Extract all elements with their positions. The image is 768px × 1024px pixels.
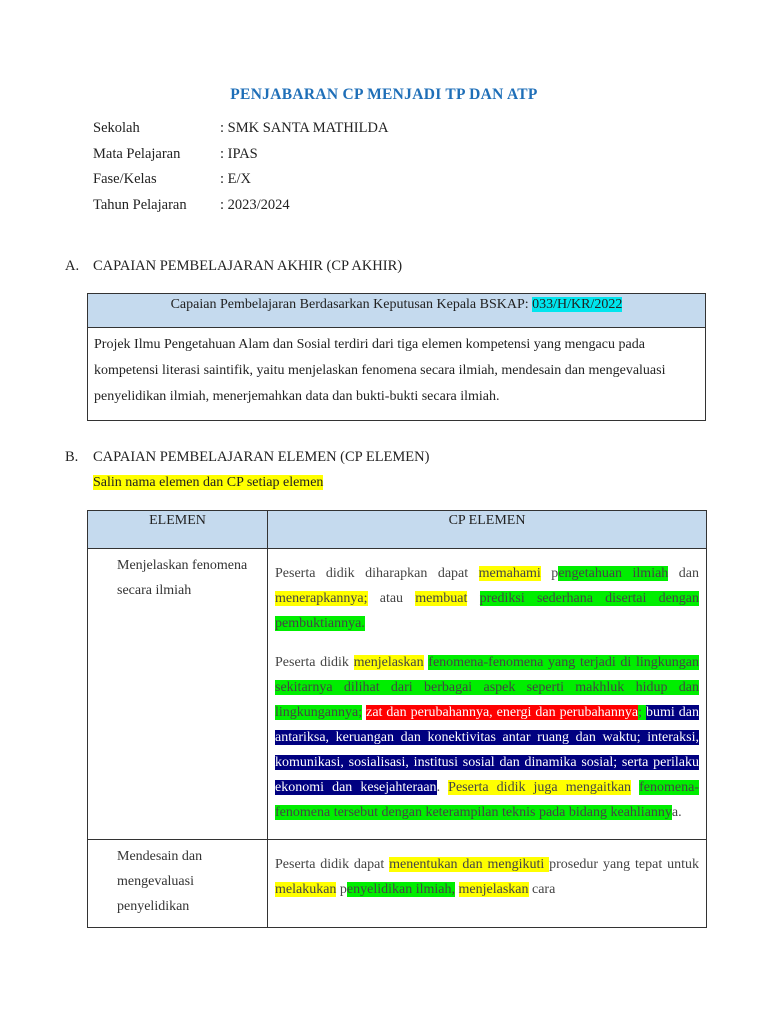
document-meta	[93, 120, 388, 222]
table-row	[88, 549, 707, 840]
cp-akhir-box	[87, 293, 706, 421]
highlight-yellow: memahami	[478, 566, 541, 581]
instruction-note	[93, 475, 323, 491]
table-header-row	[88, 511, 707, 549]
highlight-yellow: menjelaskan	[458, 882, 529, 897]
highlight-green: fenomena-fenomena yang terjadi di lingkungan sekitarnya dilihat dari berbagai aspek seperti makhluk hidup dan lingkungannya;	[275, 655, 699, 720]
cp-text: .	[436, 780, 449, 795]
cp-text: a.	[671, 805, 682, 820]
highlight-yellow: melakukan	[275, 882, 337, 897]
highlight-navy: bumi dan antariksa, keruangan dan konektivitas antar ruang dan waktu; interaksi, komunikasi, sosialisasi, institusi sosial dan dinamika sosial; serta perilaku ekonomi dan kesejahteraan	[275, 705, 699, 795]
table-body	[88, 549, 707, 928]
meta-label: Fase/Kelas	[93, 171, 157, 187]
element-name: Mendesain dan mengevaluasi penyelidikan	[88, 840, 268, 928]
section-b-heading	[65, 449, 429, 466]
meta-value: : E/X	[220, 171, 252, 187]
highlight-green: enyelidikan ilmiah,	[346, 882, 456, 897]
meta-label: Mata Pelajaran	[93, 145, 181, 162]
highlight-yellow: menjelaskan	[353, 655, 424, 670]
cp-text	[631, 780, 639, 795]
meta-label: Sekolah	[93, 120, 140, 136]
element-name: Menjelaskan fenomena secara ilmiah	[88, 549, 268, 840]
element-cp	[268, 840, 707, 928]
document-title: PENJABARAN CP MENJADI TP DAN ATP	[230, 86, 538, 103]
highlight-green: prediksi sederhana disertai dengan pembuktiannya.	[275, 591, 699, 631]
cp-text: cara	[528, 882, 556, 897]
section-a-letter: A.	[65, 258, 80, 274]
cp-text: p	[336, 882, 347, 897]
meta-value: : 2023/2024	[220, 196, 290, 213]
section-a-title: CAPAIAN PEMBELAJARAN AKHIR (CP AKHIR)	[93, 258, 403, 274]
meta-row	[93, 146, 388, 172]
highlight-red: zat dan perubahannya, energi dan perubahannya	[366, 705, 639, 720]
cp-akhir-body: Projek Ilmu Pengetahuan Alam dan Sosial terdiri dari tiga elemen kompetensi yang mengacu pada kompetensi literasi saintifik, yaitu menjelaskan fenomena secara ilmiah, mendesain dan mengevaluasi penyelidikan ilmiah, menerjemahkan data dan bukti-bukti secara ilmiah.	[94, 337, 666, 404]
cp-paragraph	[275, 561, 699, 636]
cp-akhir-header	[88, 294, 705, 328]
section-b-letter: B.	[65, 449, 79, 465]
cp-text: prosedur yang tepat untuk	[549, 857, 699, 872]
cp-text	[455, 882, 459, 897]
section-a-heading	[65, 258, 402, 275]
cp-akhir-header-text: Capaian Pembelajaran Berdasarkan Keputusan Kepala BSKAP:	[170, 297, 533, 312]
cp-text: Peserta didik dapat	[275, 857, 390, 872]
highlight-yellow: menentukan dan mengikuti	[389, 857, 550, 872]
cp-paragraph	[275, 650, 699, 825]
highlight-green: fenomena-fenomena tersebut dengan keterampilan teknis pada bidang keahlianny	[275, 780, 699, 820]
header-cp-elemen: CP ELEMEN	[268, 511, 707, 549]
cp-text: dan	[668, 566, 700, 581]
instruction-text: Salin nama elemen dan CP setiap elemen	[93, 475, 324, 490]
highlight-yellow: menerapkannya;	[275, 591, 368, 606]
cp-text	[467, 591, 479, 606]
cp-text: atau	[367, 591, 416, 606]
header-elemen: ELEMEN	[88, 511, 268, 549]
highlight-green: ;	[638, 705, 646, 720]
meta-row	[93, 171, 388, 197]
bskap-code: 033/H/KR/2022	[532, 297, 623, 312]
cp-text: Peserta didik	[275, 655, 354, 670]
table-row	[88, 840, 707, 928]
meta-value: : IPAS	[220, 145, 258, 162]
highlight-green: engetahuan ilmiah	[558, 566, 669, 581]
section-b-title: CAPAIAN PEMBELAJARAN ELEMEN (CP ELEMEN)	[93, 449, 430, 465]
meta-row	[93, 120, 388, 146]
highlight-yellow: membuat	[415, 591, 468, 606]
cp-text: Peserta didik diharapkan dapat	[275, 566, 479, 581]
cp-paragraph	[275, 852, 699, 902]
cp-element-table	[87, 510, 707, 928]
highlight-yellow: Peserta didik juga mengaitkan	[448, 780, 632, 795]
meta-row	[93, 197, 388, 223]
meta-label: Tahun Pelajaran	[93, 196, 187, 213]
element-cp	[268, 549, 707, 840]
cp-text: p	[540, 566, 559, 581]
meta-value: : SMK SANTA MATHILDA	[220, 120, 389, 136]
